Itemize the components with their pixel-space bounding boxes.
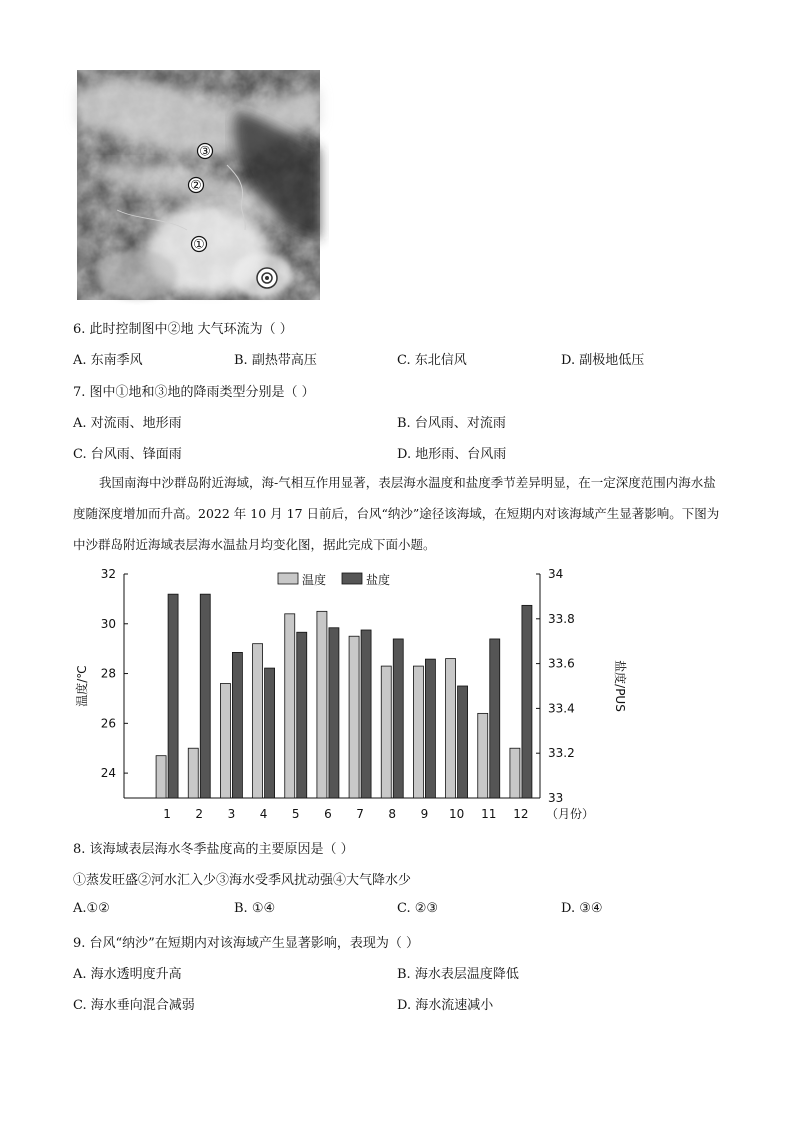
q8-option-b[interactable]: B. ①④ xyxy=(234,901,276,916)
x-tick-label: 8 xyxy=(388,807,397,821)
y-axis-right-title: 盐度/PUS xyxy=(613,660,627,712)
q8-option-d[interactable]: D. ③④ xyxy=(561,901,603,916)
marker-2: ② xyxy=(190,178,202,194)
legend-label-salinity: 盐度 xyxy=(366,573,391,587)
q7-option-d[interactable]: D. 地形雨、台风雨 xyxy=(397,447,507,462)
q9-option-b[interactable]: B. 海水表层温度降低 xyxy=(397,967,519,982)
right-tick-label: 33.4 xyxy=(548,701,575,716)
typhoon-symbol xyxy=(257,268,277,288)
right-tick-label: 33.8 xyxy=(548,611,575,626)
x-tick-label: 6 xyxy=(324,807,332,821)
bar-salinity xyxy=(425,659,435,798)
q8-option-c[interactable]: C. ②③ xyxy=(397,901,439,916)
bar-salinity xyxy=(232,652,242,798)
left-tick-label: 32 xyxy=(100,567,116,581)
x-tick-label: 9 xyxy=(420,807,429,821)
left-tick-label: 24 xyxy=(100,766,116,781)
y-axis-left-title: 温度/℃ xyxy=(75,665,89,707)
left-tick-label: 26 xyxy=(100,716,116,731)
bar-temperature xyxy=(510,748,520,798)
right-tick-label: 33 xyxy=(548,791,564,805)
x-axis-unit: （月份） xyxy=(545,807,595,821)
right-tick-label: 34 xyxy=(548,567,564,581)
x-tick-label: 11 xyxy=(481,807,497,821)
bar-salinity xyxy=(361,630,371,798)
left-tick-label: 30 xyxy=(100,616,116,631)
q7-option-c[interactable]: C. 台风雨、锋面雨 xyxy=(73,447,182,462)
q9-option-a[interactable]: A. 海水透明度升高 xyxy=(73,967,182,982)
q7-option-a[interactable]: A. 对流雨、地形雨 xyxy=(73,416,182,431)
right-tick-label: 33.6 xyxy=(548,656,575,671)
q8-statements: ①蒸发旺盛②河水汇入少③海水受季风扰动强④大气降水少 xyxy=(73,873,412,888)
bar-temperature xyxy=(349,636,359,798)
x-tick-label: 10 xyxy=(448,807,465,821)
q6-option-b[interactable]: B. 副热带高压 xyxy=(234,353,317,368)
left-tick-label: 28 xyxy=(100,666,116,681)
q7-option-b[interactable]: B. 台风雨、对流雨 xyxy=(397,416,506,431)
temperature-salinity-chart xyxy=(60,560,627,828)
legend-swatch-temperature xyxy=(278,573,298,584)
bar-salinity xyxy=(522,605,532,798)
bar-salinity xyxy=(200,594,210,798)
legend-label-temperature: 温度 xyxy=(302,573,327,587)
satellite-cloud-image xyxy=(77,70,320,300)
bar-temperature xyxy=(220,684,230,798)
q9-option-d[interactable]: D. 海水流速减小 xyxy=(397,998,494,1013)
bar-temperature xyxy=(285,614,295,798)
x-tick-label: 12 xyxy=(513,807,529,821)
bar-salinity xyxy=(265,668,275,798)
x-tick-label: 2 xyxy=(195,807,204,821)
legend-swatch-salinity xyxy=(342,573,362,584)
bar-temperature xyxy=(381,666,391,798)
q7-stem: 7. 图中①地和③地的降雨类型分别是（ ） xyxy=(73,385,315,400)
q6-stem: 6. 此时控制图中②地 大气环流为（ ） xyxy=(73,322,293,337)
bar-salinity xyxy=(393,639,403,798)
bar-temperature xyxy=(446,659,456,798)
marker-1: ① xyxy=(193,237,205,253)
bar-salinity xyxy=(329,628,339,798)
bar-salinity xyxy=(458,686,468,798)
bar-salinity xyxy=(490,639,500,798)
bar-temperature xyxy=(188,748,198,798)
bar-temperature xyxy=(317,611,327,798)
bar-salinity xyxy=(297,632,307,798)
q9-stem: 9. 台风“纳沙”在短期内对该海域产生显著影响，表现为（ ） xyxy=(73,936,419,951)
x-tick-label: 4 xyxy=(259,807,268,821)
bar-temperature xyxy=(253,644,263,798)
x-tick-label: 5 xyxy=(291,807,300,821)
bar-temperature xyxy=(413,666,423,798)
passage-text: 我国南海中沙群岛附近海域，海-气相互作用显著，表层海水温度和盐度季节差异明显，在一定深度范围内海水盐度随深度增加而升高。2022 年 10 月 17 日前后，台风“纳沙”途径该海域，在短期内对该海域产生显著影响。下图为中沙群岛附近海域表层海水温盐月均变化图，据此完成下面小题。 xyxy=(73,475,720,552)
bar-temperature xyxy=(156,756,166,798)
q9-option-c[interactable]: C. 海水垂向混合减弱 xyxy=(73,998,195,1013)
right-tick-label: 33.2 xyxy=(548,746,575,761)
q8-option-a[interactable]: A.①② xyxy=(73,901,110,916)
bar-salinity xyxy=(168,594,178,798)
marker-3: ③ xyxy=(199,144,211,160)
q6-option-a[interactable]: A. 东南季风 xyxy=(73,353,143,368)
bar-temperature xyxy=(478,713,488,798)
x-tick-label: 3 xyxy=(227,807,236,821)
x-tick-label: 1 xyxy=(163,807,171,821)
q6-option-c[interactable]: C. 东北信风 xyxy=(397,353,467,368)
q6-option-d[interactable]: D. 副极地低压 xyxy=(561,353,645,368)
q8-stem: 8. 该海域表层海水冬季盐度高的主要原因是（ ） xyxy=(73,842,354,857)
x-tick-label: 7 xyxy=(356,807,364,821)
